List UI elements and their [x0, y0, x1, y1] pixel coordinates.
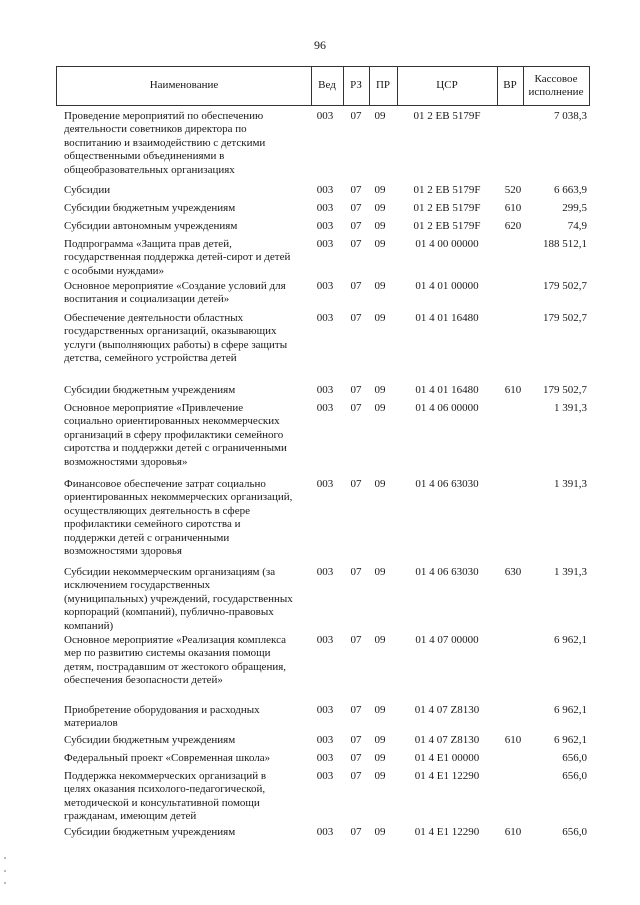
row-ved: 003	[316, 402, 334, 414]
row-name: Федеральный проект «Современная школа»	[64, 752, 271, 764]
row-sum: 656,0	[562, 826, 587, 838]
row-name: Субсидии бюджетным учреждениям	[64, 202, 236, 214]
row-rz: 07	[350, 312, 362, 324]
row-pr: 09	[374, 734, 386, 746]
row-name: Субсидии бюджетным учреждениям	[64, 734, 236, 746]
row-pr: 09	[374, 752, 386, 764]
row-ved: 003	[316, 110, 334, 122]
page-number: 96	[314, 38, 326, 52]
row-csr: 01 4 Е1 12290	[414, 770, 480, 782]
row-pr: 09	[374, 566, 386, 578]
header-name: Наименование	[57, 67, 312, 105]
row-vr: 610	[504, 734, 522, 746]
row-rz: 07	[350, 734, 362, 746]
row-vr: 610	[504, 202, 522, 214]
row-pr: 09	[374, 634, 386, 646]
row-csr: 01 2 ЕВ 5179F	[413, 110, 481, 122]
row-pr: 09	[374, 238, 386, 250]
row-ved: 003	[316, 238, 334, 250]
scan-mark	[4, 857, 6, 859]
row-ved: 003	[316, 384, 334, 396]
row-rz: 07	[350, 202, 362, 214]
row-pr: 09	[374, 184, 386, 196]
scan-mark	[4, 870, 6, 872]
header-vr: ВР	[497, 67, 524, 105]
row-sum: 656,0	[562, 770, 587, 782]
row-rz: 07	[350, 402, 362, 414]
row-sum: 6 962,1	[554, 734, 587, 746]
row-ved: 003	[316, 478, 334, 490]
header-rz: РЗ	[343, 67, 370, 105]
row-csr: 01 4 01 16480	[415, 384, 479, 396]
row-vr: 610	[504, 826, 522, 838]
row-name: Основное мероприятие «Создание условий для воспитания и социализации детей»	[64, 280, 286, 306]
row-rz: 07	[350, 752, 362, 764]
header-ved: Вед	[311, 67, 344, 105]
row-name: Субсидии автономным учреждениям	[64, 220, 238, 232]
row-pr: 09	[374, 704, 386, 716]
row-sum: 188 512,1	[543, 238, 587, 250]
row-rz: 07	[350, 704, 362, 716]
row-pr: 09	[374, 312, 386, 324]
row-csr: 01 2 ЕВ 5179F	[413, 184, 481, 196]
row-rz: 07	[350, 220, 362, 232]
row-csr: 01 4 Е1 00000	[414, 752, 480, 764]
header-sum: Кассовое исполнение	[528, 72, 584, 98]
row-pr: 09	[374, 402, 386, 414]
row-rz: 07	[350, 384, 362, 396]
row-rz: 07	[350, 826, 362, 838]
row-ved: 003	[316, 312, 334, 324]
row-rz: 07	[350, 280, 362, 292]
row-ved: 003	[316, 770, 334, 782]
row-ved: 003	[316, 704, 334, 716]
row-sum: 299,5	[562, 202, 587, 214]
row-name: Субсидии некоммерческим организациям (за исключением государственных (муниципальных) учреждений, государственных корпораций (компаний), публично-правовых компаний)	[64, 566, 293, 632]
row-pr: 09	[374, 110, 386, 122]
row-rz: 07	[350, 634, 362, 646]
row-sum: 6 962,1	[554, 704, 587, 716]
row-ved: 003	[316, 184, 334, 196]
row-csr: 01 4 07 Z8130	[414, 734, 480, 746]
row-vr: 630	[504, 566, 522, 578]
row-rz: 07	[350, 238, 362, 250]
row-rz: 07	[350, 770, 362, 782]
row-sum: 179 502,7	[543, 312, 587, 324]
row-name: Обеспечение деятельности областных государственных организаций, оказывающих услуги (выполняющих работы) в сфере защиты детства, семейного устройства детей	[64, 312, 288, 365]
scan-mark	[4, 882, 6, 884]
row-name: Основное мероприятие «Реализация комплекса мер по развитию системы оказания помощи детям, пострадавшим от жестокого обращения, обеспечения безопасности детей»	[64, 634, 287, 687]
row-sum: 6 962,1	[554, 634, 587, 646]
row-rz: 07	[350, 478, 362, 490]
row-pr: 09	[374, 220, 386, 232]
row-ved: 003	[316, 826, 334, 838]
table-header	[56, 66, 590, 106]
row-csr: 01 4 00 00000	[415, 238, 479, 250]
row-ved: 003	[316, 566, 334, 578]
row-rz: 07	[350, 184, 362, 196]
row-sum: 6 663,9	[554, 184, 587, 196]
row-name: Подпрограмма «Защита прав детей, государственная поддержка детей-сирот и детей с особыми нуждами»	[64, 238, 291, 277]
row-name: Основное мероприятие «Привлечение социально ориентированных некоммерческих организаций в сферу профилактики семейного сиротства и поддержки детей с ограниченными возможностями здоровья»	[64, 402, 287, 468]
row-name: Финансовое обеспечение затрат социально ориентированных некоммерческих организаций, осуществляющих деятельность в сфере профилактики семейного сиротства и поддержки детей с ограниченными возможностями здоровья	[64, 478, 293, 558]
header-pr: ПР	[369, 67, 398, 105]
row-rz: 07	[350, 110, 362, 122]
row-ved: 003	[316, 734, 334, 746]
row-sum: 7 038,3	[554, 110, 587, 122]
row-csr: 01 2 ЕВ 5179F	[413, 220, 481, 232]
row-sum: 656,0	[562, 752, 587, 764]
row-pr: 09	[374, 280, 386, 292]
row-name: Субсидии	[64, 184, 111, 196]
row-csr: 01 4 07 00000	[415, 634, 479, 646]
row-sum: 1 391,3	[554, 566, 587, 578]
row-pr: 09	[374, 478, 386, 490]
row-name: Проведение мероприятий по обеспечению деятельности советников директора по воспитанию и взаимодействию с детскими общественными объединениями в общеобразовательных организациях	[64, 110, 266, 176]
row-sum: 74,9	[567, 220, 587, 232]
row-name: Поддержка некоммерческих организаций в целях оказания психолого-педагогической, методической и консультативной помощи гражданам, имеющим детей	[64, 770, 267, 823]
row-sum: 179 502,7	[543, 384, 587, 396]
row-csr: 01 4 01 00000	[415, 280, 479, 292]
row-rz: 07	[350, 566, 362, 578]
row-name: Субсидии бюджетным учреждениям	[64, 826, 236, 838]
row-ved: 003	[316, 280, 334, 292]
row-ved: 003	[316, 752, 334, 764]
row-pr: 09	[374, 770, 386, 782]
row-ved: 003	[316, 220, 334, 232]
row-pr: 09	[374, 202, 386, 214]
row-pr: 09	[374, 384, 386, 396]
row-csr: 01 4 Е1 12290	[414, 826, 480, 838]
row-sum: 179 502,7	[543, 280, 587, 292]
row-csr: 01 4 07 Z8130	[414, 704, 480, 716]
row-name: Приобретение оборудования и расходных материалов	[64, 704, 260, 730]
row-vr: 610	[504, 384, 522, 396]
row-pr: 09	[374, 826, 386, 838]
row-csr: 01 4 01 16480	[415, 312, 479, 324]
row-vr: 520	[504, 184, 522, 196]
row-sum: 1 391,3	[554, 402, 587, 414]
row-name: Субсидии бюджетным учреждениям	[64, 384, 236, 396]
row-ved: 003	[316, 634, 334, 646]
row-ved: 003	[316, 202, 334, 214]
header-csr: ЦСР	[397, 67, 498, 105]
row-csr: 01 4 06 63030	[415, 478, 479, 490]
row-csr: 01 4 06 00000	[415, 402, 479, 414]
row-csr: 01 4 06 63030	[415, 566, 479, 578]
row-vr: 620	[504, 220, 522, 232]
row-sum: 1 391,3	[554, 478, 587, 490]
row-csr: 01 2 ЕВ 5179F	[413, 202, 481, 214]
